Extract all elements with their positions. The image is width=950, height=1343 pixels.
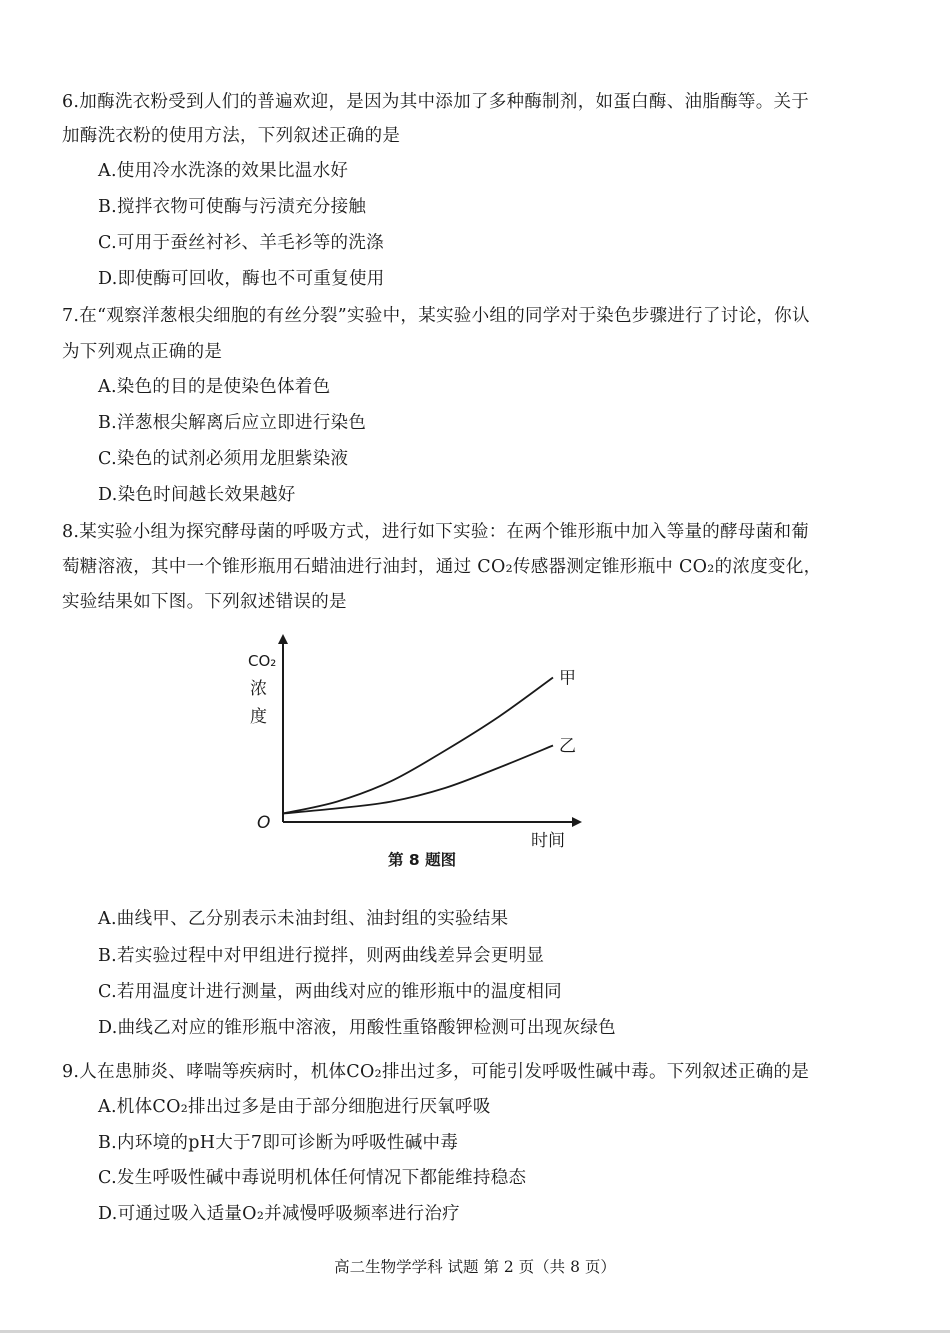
question-8-option-b: B.若实验过程中对甲组进行搅拌，则两曲线差异会更明显	[98, 946, 545, 966]
question-7-option-c: C.染色的试剂必须用龙胆紫染液	[98, 449, 349, 469]
question-6-option-d: D.即使酶可回收，酶也不可重复使用	[98, 269, 385, 289]
question-9-option-b: B.内环境的pH大于7即可诊断为呼吸性碱中毒	[98, 1133, 459, 1153]
question-9-option-a: A.机体CO₂排出过多是由于部分细胞进行厌氧呼吸	[98, 1097, 491, 1117]
origin-label: O	[257, 813, 271, 833]
question-6-option-b: B.搅拌衣物可使酶与污渍充分接触	[98, 197, 367, 217]
question-9-stem: 9.人在患肺炎、哮喘等疾病时，机体CO₂排出过多，可能引发呼吸性碱中毒。下列叙述正确的是	[62, 1062, 810, 1082]
question-8-stem-line3: 实验结果如下图。下列叙述错误的是	[62, 592, 347, 612]
x-axis-label: 时间	[531, 831, 565, 851]
question-6-stem-line2: 加酶洗衣粉的使用方法，下列叙述正确的是	[62, 126, 401, 146]
question-6-stem-line1: 6.加酶洗衣粉受到人们的普遍欢迎，是因为其中添加了多种酶制剂，如蛋白酶、油脂酶等。关于	[62, 92, 810, 112]
bottom-divider	[0, 1330, 950, 1333]
curve-jia	[283, 678, 553, 814]
question-8-option-d: D.曲线乙对应的锥形瓶中溶液，用酸性重铬酸钾检测可出现灰绿色	[98, 1018, 616, 1038]
question-6-option-a: A.使用冷水洗涤的效果比温水好	[98, 161, 349, 181]
page-footer: 高二生物学学科 试题 第 2 页（共 8 页）	[334, 1258, 616, 1276]
question-7-stem-line1: 7.在“观察洋葱根尖细胞的有丝分裂”实验中，某实验小组的同学对于染色步骤进行了讨论，你认	[62, 306, 810, 326]
question-8-option-c: C.若用温度计进行测量，两曲线对应的锥形瓶中的温度相同	[98, 982, 562, 1002]
question-9-option-d: D.可通过吸入适量O₂并减慢呼吸频率进行治疗	[98, 1204, 460, 1224]
question-8-stem-line1: 8.某实验小组为探究酵母菌的呼吸方式，进行如下实验：在两个锥形瓶中加入等量的酵母菌和葡	[62, 522, 810, 542]
question-7-stem-line2: 为下列观点正确的是	[62, 342, 223, 362]
question-6-option-c: C.可用于蚕丝衬衫、羊毛衫等的洗涤	[98, 233, 384, 253]
curve-yi	[283, 746, 553, 814]
question-8-option-a: A.曲线甲、乙分别表示未油封组、油封组的实验结果	[98, 909, 509, 929]
series-label-jia: 甲	[559, 668, 576, 689]
question-9-option-c: C.发生呼吸性碱中毒说明机体任何情况下都能维持稳态	[98, 1168, 527, 1188]
co2-concentration-chart	[235, 630, 595, 852]
figure-caption: 第 8 题图	[388, 851, 457, 869]
y-axis-label-line2: 浓	[250, 679, 267, 699]
y-axis-label-line1: CO₂	[248, 652, 277, 670]
question-7-option-d: D.染色时间越长效果越好	[98, 485, 296, 505]
question-8-stem-line2: 萄糖溶液，其中一个锥形瓶用石蜡油进行油封，通过 CO₂传感器测定锥形瓶中 CO₂的浓度变化，	[62, 557, 822, 577]
question-7-option-a: A.染色的目的是使染色体着色	[98, 377, 331, 397]
question-7-option-b: B.洋葱根尖解离后应立即进行染色	[98, 413, 367, 433]
y-axis-label-line3: 度	[250, 707, 267, 727]
series-label-yi: 乙	[559, 736, 576, 757]
